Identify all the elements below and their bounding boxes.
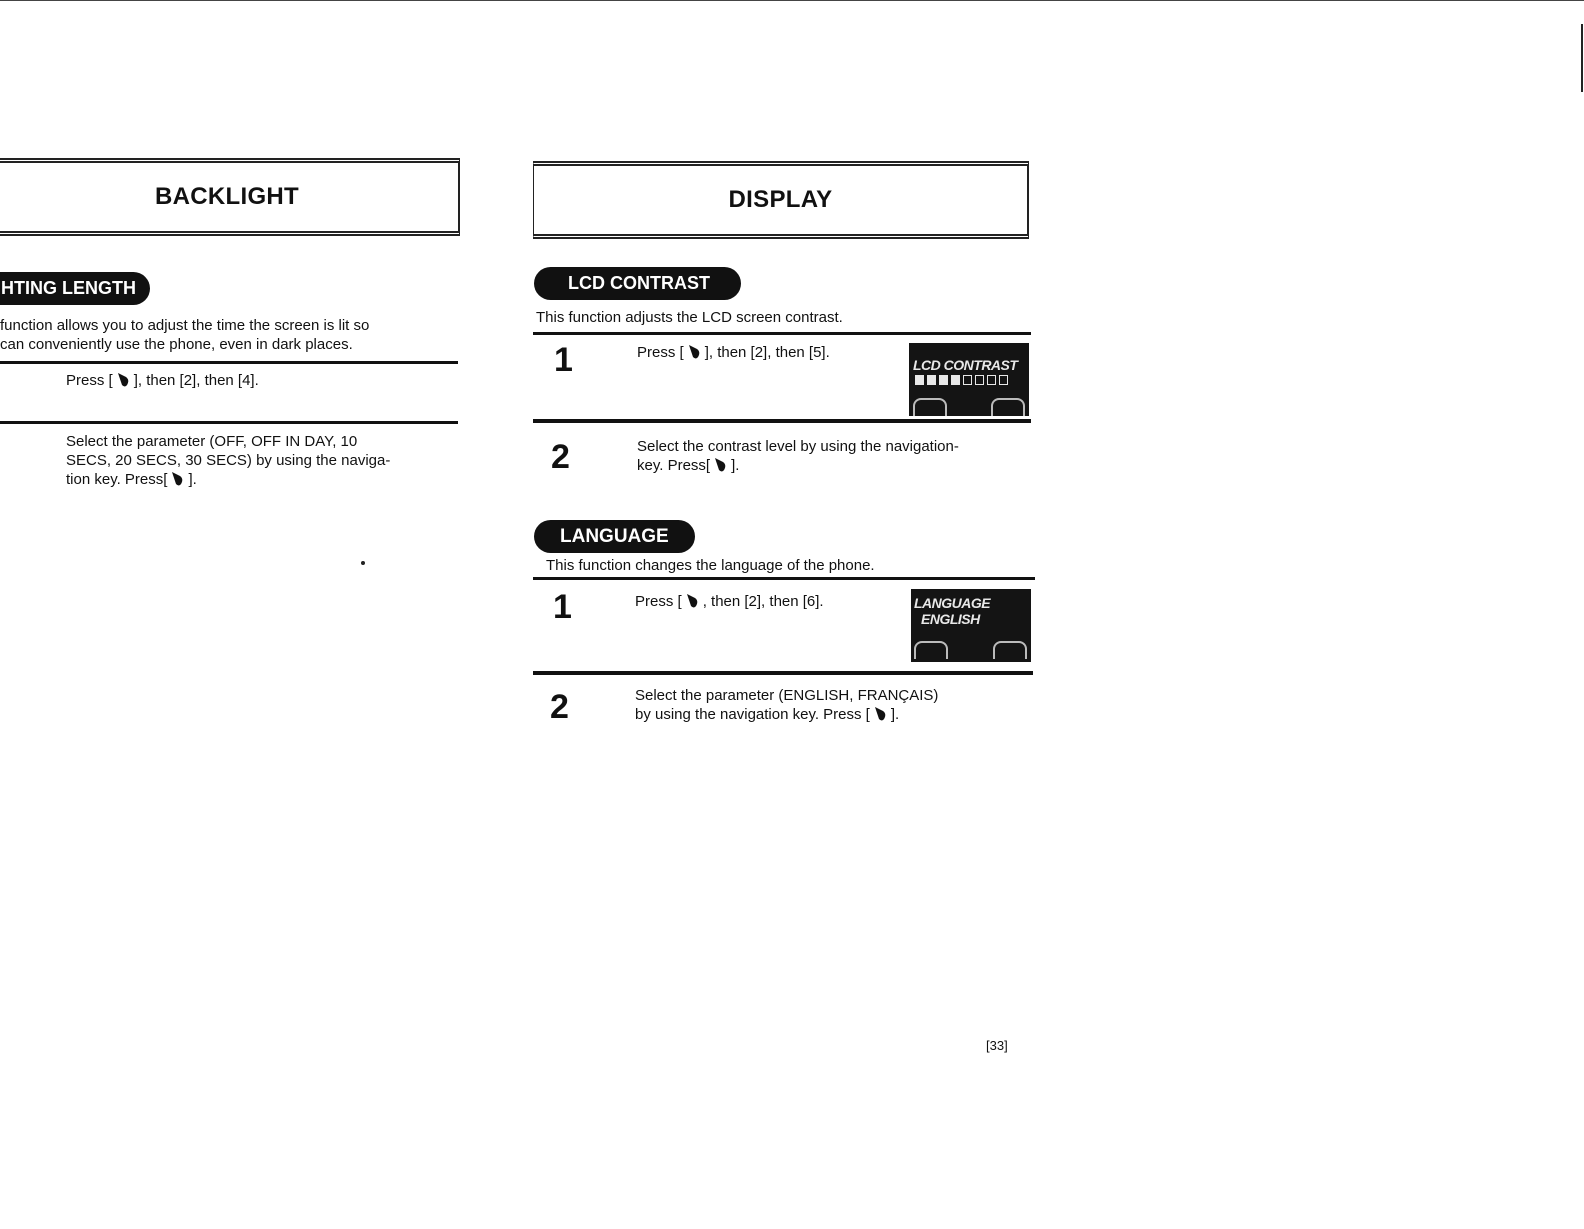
language-screen-value: ENGLISH: [921, 611, 980, 627]
contrast-level-segment: [999, 375, 1008, 385]
language-screen-title: LANGUAGE: [914, 595, 991, 611]
language-description: This function changes the language of the phone.: [546, 557, 875, 574]
lcd-contrast-screen: [909, 343, 1029, 416]
lcd-contrast-label: LCD CONTRAST: [568, 273, 710, 293]
backlight-step-2-line-3-pre: tion key. Press[: [66, 471, 168, 488]
menu-key-icon: [688, 343, 701, 360]
lcd-right-softkey: [993, 641, 1027, 659]
language-step-2-number: 2: [550, 688, 569, 726]
lcd-left-softkey: [913, 398, 947, 416]
language-label: LANGUAGE: [560, 525, 669, 547]
backlight-description-line-1: function allows you to adjust the time the screen is lit so: [0, 317, 370, 334]
backlight-step-1-text: [66, 371, 259, 390]
lcd-contrast-step-1-post: ], then [2], then [5].: [704, 344, 830, 361]
menu-key-icon: [117, 371, 130, 388]
lcd-contrast-level-bars: [915, 375, 1008, 385]
language-step-2-line-2: [635, 705, 938, 724]
lcd-contrast-rule-2: [533, 419, 1031, 423]
lighting-length-pill: [0, 272, 150, 305]
lighting-length-label: HTING LENGTH: [1, 278, 136, 298]
lcd-contrast-step-1-number: 1: [554, 341, 573, 379]
backlight-title: BACKLIGHT: [154, 183, 300, 210]
contrast-level-segment: [951, 375, 960, 385]
backlight-step-2-line-3: [66, 470, 390, 489]
lcd-contrast-step-1-text: [637, 343, 830, 362]
page-number: [33]: [986, 1038, 1008, 1053]
page-edge-mark: [1581, 24, 1583, 92]
backlight-step-2-line-3-post: ].: [188, 471, 197, 488]
backlight-description: [0, 316, 369, 354]
contrast-level-segment: [915, 375, 924, 385]
language-step-2-line-1: Select the parameter (ENGLISH, FRANÇAIS): [635, 687, 939, 704]
contrast-level-segment: [939, 375, 948, 385]
menu-key-icon: [171, 470, 184, 487]
language-step-1-number: 1: [553, 588, 572, 626]
top-border: [0, 0, 1584, 1]
language-pill: [534, 520, 695, 553]
backlight-rule-1: [0, 361, 458, 364]
backlight-step-2-line-1: Select the parameter (OFF, OFF IN DAY, 10: [66, 433, 358, 450]
menu-key-icon: [714, 456, 727, 473]
backlight-step-1-post: ], then [2], then [4].: [133, 372, 259, 389]
lcd-right-softkey: [991, 398, 1025, 416]
backlight-title-box: [0, 158, 460, 236]
display-title: DISPLAY: [728, 186, 833, 213]
lcd-contrast-screen-title: LCD CONTRAST: [913, 357, 1018, 373]
language-step-1-text: [635, 592, 824, 611]
contrast-level-segment: [927, 375, 936, 385]
menu-key-icon: [874, 705, 887, 722]
lcd-left-softkey: [914, 641, 948, 659]
language-step-1-pre: Press [: [635, 593, 682, 610]
lcd-contrast-step-2-line-1: Select the contrast level by using the navigation-: [637, 438, 959, 455]
language-rule-1: [533, 577, 1035, 580]
display-title-box: [533, 161, 1029, 239]
language-step-2-line-2-post: ].: [890, 706, 900, 723]
lcd-contrast-step-2-line-2: [637, 456, 959, 475]
language-screen: [911, 589, 1031, 662]
language-step-2-line-2-pre: by using the navigation key. Press [: [635, 706, 870, 723]
backlight-step-2-line-2: SECS, 20 SECS, 30 SECS) by using the naviga-: [66, 452, 391, 469]
language-rule-2: [533, 671, 1033, 675]
lcd-contrast-pill: [534, 267, 741, 300]
menu-key-icon: [686, 592, 699, 609]
backlight-step-1-pre: Press [: [66, 372, 113, 389]
contrast-level-segment: [987, 375, 996, 385]
lcd-contrast-step-1-pre: Press [: [637, 344, 684, 361]
backlight-description-line-2: can conveniently use the phone, even in dark places.: [0, 336, 353, 353]
lcd-contrast-rule-1: [533, 332, 1031, 335]
lcd-contrast-step-2-line-2-post: ].: [731, 457, 740, 474]
backlight-rule-2: [0, 421, 458, 424]
contrast-level-segment: [963, 375, 972, 385]
language-step-1-post: , then [2], then [6].: [702, 593, 824, 610]
stray-dot: [361, 561, 365, 565]
backlight-step-2-text: [66, 432, 390, 489]
lcd-contrast-step-2-line-2-pre: key. Press[: [637, 457, 711, 474]
lcd-contrast-step-2-text: [637, 437, 959, 475]
language-step-2-text: [635, 686, 938, 724]
lcd-contrast-step-2-number: 2: [551, 438, 570, 476]
contrast-level-segment: [975, 375, 984, 385]
lcd-contrast-description: This function adjusts the LCD screen contrast.: [536, 309, 843, 326]
